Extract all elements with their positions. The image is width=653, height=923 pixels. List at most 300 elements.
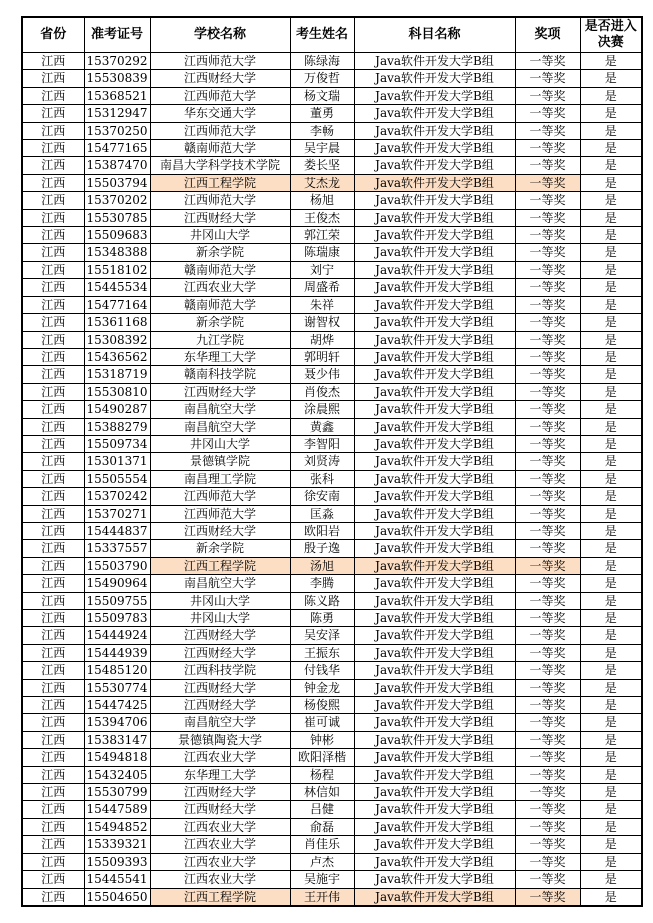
cell-award: 一等奖 [515,70,580,87]
cell-name: 陈义路 [290,592,354,609]
cell-school: 江西财经大学 [150,679,290,696]
cell-award: 一等奖 [515,261,580,278]
cell-school: 江西师范大学 [150,505,290,522]
table-row [22,227,642,244]
cell-subject: Java软件开发大学B组 [354,749,515,766]
table-row [22,366,642,383]
cell-finals: 是 [580,749,642,766]
cell-name: 杨程 [290,766,354,783]
cell-award: 一等奖 [515,627,580,644]
cell-award: 一等奖 [515,662,580,679]
table-row [22,749,642,766]
cell-name: 匡淼 [290,505,354,522]
cell-name: 卢杰 [290,853,354,870]
table-row [22,140,642,157]
cell-finals: 是 [580,331,642,348]
cell-subject: Java软件开发大学B组 [354,592,515,609]
cell-award: 一等奖 [515,575,580,592]
cell-exam_id: 15339321 [84,836,150,853]
cell-exam_id: 15530785 [84,209,150,226]
cell-province: 江西 [22,401,84,418]
cell-exam_id: 15447425 [84,697,150,714]
cell-school: 江西农业大学 [150,279,290,296]
cell-exam_id: 15505554 [84,470,150,487]
cell-school: 江西师范大学 [150,122,290,139]
header-award: 奖项 [515,17,580,53]
cell-subject: Java软件开发大学B组 [354,296,515,313]
cell-school: 江西财经大学 [150,70,290,87]
cell-name: 吴施宇 [290,871,354,888]
cell-name: 肖佳乐 [290,836,354,853]
cell-subject: Java软件开发大学B组 [354,157,515,174]
cell-award: 一等奖 [515,557,580,574]
cell-province: 江西 [22,418,84,435]
cell-subject: Java软件开发大学B组 [354,227,515,244]
cell-province: 江西 [22,366,84,383]
cell-province: 江西 [22,348,84,365]
cell-subject: Java软件开发大学B组 [354,140,515,157]
table-row [22,105,642,122]
cell-school: 景德镇陶瓷大学 [150,731,290,748]
cell-finals: 是 [580,105,642,122]
cell-finals: 是 [580,540,642,557]
table-row [22,522,642,539]
cell-name: 李畅 [290,122,354,139]
cell-name: 付钱华 [290,662,354,679]
cell-award: 一等奖 [515,871,580,888]
cell-school: 江西农业大学 [150,853,290,870]
cell-province: 江西 [22,522,84,539]
cell-name: 李腾 [290,575,354,592]
header-name: 考生姓名 [290,17,354,53]
cell-province: 江西 [22,575,84,592]
table-row [22,888,642,906]
cell-exam_id: 15337557 [84,540,150,557]
cell-province: 江西 [22,383,84,400]
cell-subject: Java软件开发大学B组 [354,488,515,505]
cell-subject: Java软件开发大学B组 [354,348,515,365]
cell-province: 江西 [22,679,84,696]
header-row [22,17,642,53]
cell-province: 江西 [22,314,84,331]
table-row [22,731,642,748]
table-row [22,296,642,313]
table-row [22,401,642,418]
cell-name: 黄鑫 [290,418,354,435]
cell-award: 一等奖 [515,801,580,818]
table-row [22,610,642,627]
cell-award: 一等奖 [515,644,580,661]
cell-exam_id: 15509393 [84,853,150,870]
cell-name: 张科 [290,470,354,487]
table-row [22,122,642,139]
cell-finals: 是 [580,766,642,783]
cell-name: 崔可诚 [290,714,354,731]
cell-award: 一等奖 [515,140,580,157]
cell-award: 一等奖 [515,174,580,191]
cell-province: 江西 [22,53,84,70]
cell-exam_id: 15301371 [84,453,150,470]
cell-exam_id: 15530839 [84,70,150,87]
cell-finals: 是 [580,435,642,452]
table-row [22,53,642,70]
cell-award: 一等奖 [515,522,580,539]
cell-exam_id: 15308392 [84,331,150,348]
cell-province: 江西 [22,592,84,609]
table-header [22,17,642,53]
cell-award: 一等奖 [515,505,580,522]
cell-school: 井冈山大学 [150,610,290,627]
cell-province: 江西 [22,296,84,313]
table-row [22,627,642,644]
cell-province: 江西 [22,227,84,244]
cell-province: 江西 [22,70,84,87]
cell-province: 江西 [22,888,84,906]
cell-award: 一等奖 [515,888,580,906]
cell-school: 南昌航空大学 [150,401,290,418]
cell-exam_id: 15509683 [84,227,150,244]
table-row [22,575,642,592]
cell-award: 一等奖 [515,105,580,122]
cell-exam_id: 15477165 [84,140,150,157]
cell-name: 吴安泽 [290,627,354,644]
cell-school: 江西农业大学 [150,749,290,766]
cell-exam_id: 15494818 [84,749,150,766]
cell-finals: 是 [580,279,642,296]
cell-finals: 是 [580,192,642,209]
cell-subject: Java软件开发大学B组 [354,53,515,70]
cell-school: 赣南师范大学 [150,140,290,157]
cell-finals: 是 [580,697,642,714]
cell-province: 江西 [22,871,84,888]
cell-province: 江西 [22,174,84,191]
cell-subject: Java软件开发大学B组 [354,714,515,731]
cell-award: 一等奖 [515,435,580,452]
cell-exam_id: 15509734 [84,435,150,452]
table-row [22,470,642,487]
cell-subject: Java软件开发大学B组 [354,871,515,888]
cell-subject: Java软件开发大学B组 [354,470,515,487]
cell-exam_id: 15530810 [84,383,150,400]
cell-finals: 是 [580,157,642,174]
cell-name: 艾杰龙 [290,174,354,191]
cell-finals: 是 [580,244,642,261]
cell-award: 一等奖 [515,227,580,244]
cell-finals: 是 [580,209,642,226]
cell-exam_id: 15444939 [84,644,150,661]
cell-province: 江西 [22,505,84,522]
cell-school: 井冈山大学 [150,227,290,244]
cell-name: 吕健 [290,801,354,818]
cell-province: 江西 [22,540,84,557]
cell-finals: 是 [580,261,642,278]
cell-school: 江西财经大学 [150,784,290,801]
table-row [22,662,642,679]
cell-name: 王开伟 [290,888,354,906]
cell-subject: Java软件开发大学B组 [354,731,515,748]
table-row [22,70,642,87]
cell-finals: 是 [580,644,642,661]
cell-exam_id: 15503790 [84,557,150,574]
cell-finals: 是 [580,122,642,139]
cell-name: 徐安南 [290,488,354,505]
cell-exam_id: 15387470 [84,157,150,174]
cell-name: 周盛希 [290,279,354,296]
cell-subject: Java软件开发大学B组 [354,70,515,87]
table-row [22,644,642,661]
cell-school: 江西农业大学 [150,836,290,853]
cell-award: 一等奖 [515,314,580,331]
cell-award: 一等奖 [515,697,580,714]
cell-name: 杨俊熙 [290,697,354,714]
cell-award: 一等奖 [515,488,580,505]
cell-exam_id: 15444924 [84,627,150,644]
table-row [22,314,642,331]
cell-award: 一等奖 [515,592,580,609]
cell-exam_id: 15370242 [84,488,150,505]
cell-name: 刘宁 [290,261,354,278]
table-row [22,157,642,174]
cell-name: 聂少伟 [290,366,354,383]
cell-school: 井冈山大学 [150,435,290,452]
cell-school: 江西工程学院 [150,888,290,906]
cell-exam_id: 15370202 [84,192,150,209]
cell-school: 赣南科技学院 [150,366,290,383]
cell-province: 江西 [22,261,84,278]
cell-exam_id: 15445541 [84,871,150,888]
cell-subject: Java软件开发大学B组 [354,801,515,818]
cell-school: 华东交通大学 [150,105,290,122]
cell-finals: 是 [580,383,642,400]
cell-subject: Java软件开发大学B组 [354,575,515,592]
cell-exam_id: 15490964 [84,575,150,592]
table-row [22,418,642,435]
table-row [22,853,642,870]
cell-finals: 是 [580,575,642,592]
table-row [22,435,642,452]
table-row [22,279,642,296]
cell-subject: Java软件开发大学B组 [354,784,515,801]
cell-subject: Java软件开发大学B组 [354,522,515,539]
cell-finals: 是 [580,314,642,331]
cell-finals: 是 [580,679,642,696]
cell-exam_id: 15530774 [84,679,150,696]
cell-finals: 是 [580,818,642,835]
cell-finals: 是 [580,592,642,609]
header-school: 学校名称 [150,17,290,53]
table-row [22,488,642,505]
cell-name: 陈瑞康 [290,244,354,261]
cell-finals: 是 [580,470,642,487]
cell-school: 江西师范大学 [150,488,290,505]
cell-finals: 是 [580,522,642,539]
cell-finals: 是 [580,836,642,853]
cell-finals: 是 [580,627,642,644]
cell-exam_id: 15485120 [84,662,150,679]
cell-province: 江西 [22,453,84,470]
cell-subject: Java软件开发大学B组 [354,836,515,853]
cell-subject: Java软件开发大学B组 [354,610,515,627]
header-subject: 科目名称 [354,17,515,53]
cell-subject: Java软件开发大学B组 [354,888,515,906]
cell-award: 一等奖 [515,122,580,139]
cell-province: 江西 [22,644,84,661]
cell-finals: 是 [580,714,642,731]
cell-school: 江西师范大学 [150,192,290,209]
cell-province: 江西 [22,836,84,853]
cell-province: 江西 [22,122,84,139]
cell-exam_id: 15447589 [84,801,150,818]
cell-award: 一等奖 [515,192,580,209]
cell-province: 江西 [22,714,84,731]
cell-province: 江西 [22,87,84,104]
cell-exam_id: 15312947 [84,105,150,122]
table-row [22,592,642,609]
cell-subject: Java软件开发大学B组 [354,383,515,400]
cell-exam_id: 15445534 [84,279,150,296]
cell-school: 江西农业大学 [150,871,290,888]
cell-finals: 是 [580,53,642,70]
cell-name: 万俊哲 [290,70,354,87]
cell-province: 江西 [22,435,84,452]
cell-award: 一等奖 [515,87,580,104]
cell-award: 一等奖 [515,610,580,627]
cell-exam_id: 15388279 [84,418,150,435]
cell-school: 新余学院 [150,314,290,331]
cell-subject: Java软件开发大学B组 [354,679,515,696]
cell-province: 江西 [22,470,84,487]
cell-name: 肖俊杰 [290,383,354,400]
cell-finals: 是 [580,70,642,87]
cell-name: 陈勇 [290,610,354,627]
cell-award: 一等奖 [515,348,580,365]
cell-award: 一等奖 [515,401,580,418]
cell-school: 江西财经大学 [150,644,290,661]
cell-award: 一等奖 [515,679,580,696]
cell-province: 江西 [22,279,84,296]
table-row [22,331,642,348]
cell-award: 一等奖 [515,366,580,383]
cell-award: 一等奖 [515,470,580,487]
cell-finals: 是 [580,557,642,574]
header-exam-id: 准考证号 [84,17,150,53]
cell-school: 新余学院 [150,540,290,557]
cell-school: 东华理工大学 [150,348,290,365]
cell-school: 井冈山大学 [150,592,290,609]
cell-name: 林信如 [290,784,354,801]
cell-province: 江西 [22,731,84,748]
cell-subject: Java软件开发大学B组 [354,453,515,470]
cell-school: 江西科技学院 [150,662,290,679]
cell-award: 一等奖 [515,766,580,783]
cell-exam_id: 15509783 [84,610,150,627]
cell-name: 董勇 [290,105,354,122]
cell-province: 江西 [22,192,84,209]
cell-province: 江西 [22,244,84,261]
cell-finals: 是 [580,610,642,627]
cell-province: 江西 [22,488,84,505]
cell-name: 殷子逸 [290,540,354,557]
cell-finals: 是 [580,662,642,679]
table-body [22,53,642,906]
cell-subject: Java软件开发大学B组 [354,331,515,348]
cell-subject: Java软件开发大学B组 [354,366,515,383]
cell-school: 赣南师范大学 [150,296,290,313]
cell-name: 郭明轩 [290,348,354,365]
cell-award: 一等奖 [515,53,580,70]
cell-province: 江西 [22,105,84,122]
cell-name: 钟金龙 [290,679,354,696]
cell-school: 江西财经大学 [150,697,290,714]
cell-subject: Java软件开发大学B组 [354,105,515,122]
cell-exam_id: 15504650 [84,888,150,906]
cell-exam_id: 15444837 [84,522,150,539]
cell-subject: Java软件开发大学B组 [354,122,515,139]
cell-award: 一等奖 [515,209,580,226]
results-table [21,16,643,907]
cell-school: 江西工程学院 [150,174,290,191]
cell-subject: Java软件开发大学B组 [354,644,515,661]
cell-subject: Java软件开发大学B组 [354,766,515,783]
cell-finals: 是 [580,853,642,870]
cell-school: 南昌航空大学 [150,714,290,731]
cell-exam_id: 15370271 [84,505,150,522]
cell-school: 江西工程学院 [150,557,290,574]
cell-finals: 是 [580,296,642,313]
cell-exam_id: 15370250 [84,122,150,139]
cell-finals: 是 [580,731,642,748]
table-row [22,174,642,191]
table-row [22,87,642,104]
cell-province: 江西 [22,697,84,714]
cell-province: 江西 [22,157,84,174]
cell-school: 江西师范大学 [150,53,290,70]
cell-name: 王振东 [290,644,354,661]
cell-subject: Java软件开发大学B组 [354,261,515,278]
cell-school: 江西师范大学 [150,87,290,104]
cell-award: 一等奖 [515,453,580,470]
cell-award: 一等奖 [515,836,580,853]
cell-award: 一等奖 [515,383,580,400]
cell-subject: Java软件开发大学B组 [354,627,515,644]
cell-exam_id: 15432405 [84,766,150,783]
table-row [22,209,642,226]
cell-exam_id: 15394706 [84,714,150,731]
cell-province: 江西 [22,209,84,226]
cell-name: 吴宇晨 [290,140,354,157]
cell-subject: Java软件开发大学B组 [354,853,515,870]
cell-subject: Java软件开发大学B组 [354,192,515,209]
cell-award: 一等奖 [515,749,580,766]
cell-award: 一等奖 [515,157,580,174]
cell-name: 杨文瑞 [290,87,354,104]
cell-province: 江西 [22,853,84,870]
table-row [22,383,642,400]
cell-exam_id: 15477164 [84,296,150,313]
cell-subject: Java软件开发大学B组 [354,557,515,574]
cell-subject: Java软件开发大学B组 [354,401,515,418]
table-row [22,348,642,365]
cell-school: 南昌航空大学 [150,575,290,592]
table-row [22,557,642,574]
cell-exam_id: 15436562 [84,348,150,365]
table-row [22,540,642,557]
cell-exam_id: 15494852 [84,818,150,835]
cell-name: 钟彬 [290,731,354,748]
cell-finals: 是 [580,784,642,801]
cell-name: 郭江荣 [290,227,354,244]
cell-subject: Java软件开发大学B组 [354,540,515,557]
